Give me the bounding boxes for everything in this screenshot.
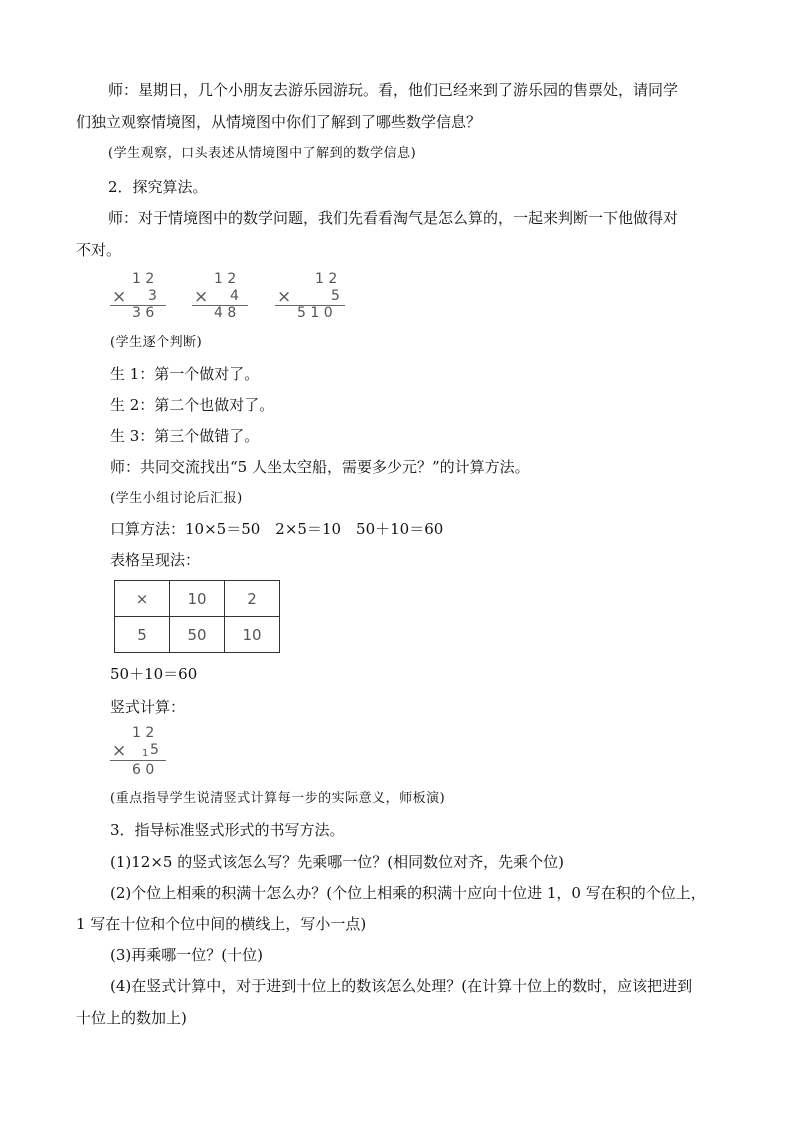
line-5: 师：对于情境图中的数学问题，我们先看看淘气是怎么算的，一起来判断一下他做得对 [108,209,679,227]
line-1: 师：星期日，几个小朋友去游乐园游玩。看，他们已经来到了游乐园的售票处，请同学 [108,81,679,99]
note-2: (学生逐个判断) [110,335,203,350]
calc-mult: 5 [331,288,340,304]
calc-carry: 1 [142,748,149,759]
line-11: 师：共同交流找出“5 人坐太空船，需要多少元？”的计算方法。 [110,458,530,476]
table-cell: 5 [115,617,170,653]
section-2-heading: 2．探究算法。 [108,178,208,196]
note-4: (重点指导学生说清竖式计算每一步的实际意义，师板演) [110,791,446,806]
table-cell: 10 [170,581,225,617]
line-10: 生 3：第三个做错了。 [110,427,260,445]
calc-op: × [112,287,127,307]
line-15: 50＋10＝60 [110,665,198,683]
note-1: (学生观察，口头表述从情境图中了解到的数学信息) [108,146,417,161]
line-2: 们独立观察情境图，从情境图中你们了解到了哪些数学信息？ [76,113,482,131]
section-3-heading: 3．指导标准竖式形式的书写方法。 [110,821,345,839]
table-cell: × [115,581,170,617]
vertical-calc-final [110,725,170,781]
calc-op: × [277,287,292,307]
table-row [115,581,280,617]
line-6: 不对。 [76,241,122,259]
calc-top: 1 2 [132,725,155,741]
line-21: 1 写在十位和个位中间的横线上，写小一点) [76,915,367,933]
calc-result: 6 0 [132,762,155,778]
vertical-calc-2 [192,271,252,323]
multiplication-table [114,580,280,653]
line-22: (3)再乘哪一位？(十位) [110,946,263,964]
line-24: 十位上的数加上) [76,1009,187,1027]
line-23: (4)在竖式计算中，对于进到十位上的数该怎么处理？(在计算十位上的数时，应该把进到 [110,977,693,995]
calc-top: 1 2 [132,271,155,287]
vertical-calc-3 [275,271,347,323]
table-row [115,617,280,653]
calc-top: 1 2 [315,271,338,287]
calc-op: × [194,287,209,307]
table-cell: 10 [225,617,280,653]
table-cell: 2 [225,581,280,617]
vertical-calc-1 [110,271,170,323]
line-20: (2)个位上相乘的积满十怎么办？(个位上相乘的积满十应向十位进 1，0 写在积的个位上， [110,884,706,902]
calc-mult: 4 [230,288,239,304]
calc-mult: 3 [148,288,157,304]
line-16: 竖式计算： [110,698,186,716]
line-9: 生 2：第二个也做对了。 [110,396,275,414]
calc-rule [110,760,166,761]
line-19: (1)12×5 的竖式该怎么写？先乘哪一位？(相同数位对齐，先乘个位) [110,853,564,871]
line-8: 生 1：第一个做对了。 [110,365,260,383]
line-13: 口算方法：10×5＝50 2×5＝10 50＋10＝60 [110,520,444,538]
calc-top: 1 2 [214,271,237,287]
calc-result: 3 6 [132,305,155,321]
note-3: (学生小组讨论后汇报) [110,491,243,506]
calc-mult: 5 [150,742,159,758]
line-14: 表格呈现法： [110,551,201,569]
table-cell: 50 [170,617,225,653]
calc-result: 4 8 [214,305,237,321]
calc-result: 5 1 0 [297,305,333,321]
calc-op: × [112,741,127,761]
